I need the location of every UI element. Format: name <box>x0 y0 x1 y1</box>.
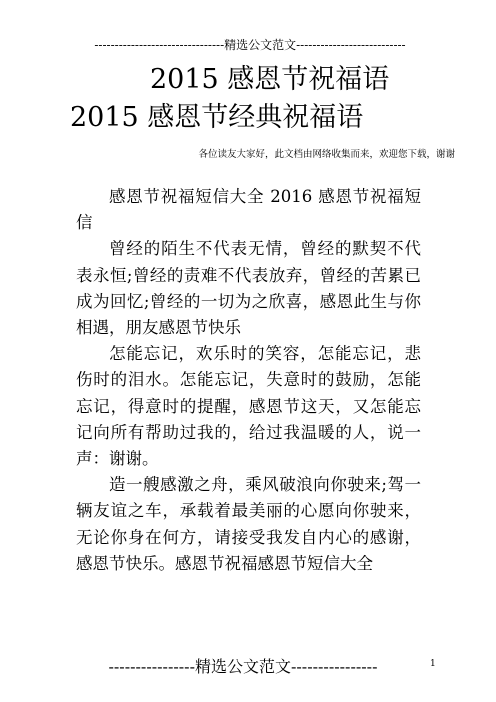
body-paragraph: 曾经的陌生不代表无情，曾经的默契不代表永恒;曾经的责难不代表放弃，曾经的苦累已成为回忆;曾经的一切为之欣喜，感恩此生与你相遇，朋友感恩节快乐 <box>76 239 421 338</box>
body-paragraph: 感恩节祝福短信大全 2016 感恩节祝福短信 <box>76 187 421 233</box>
page-footer: ----------------精选公文范文---------------- <box>108 657 378 676</box>
body-paragraph: 怎能忘记，欢乐时的笑容，怎能忘记，悲伤时的泪水。怎能忘记，失意时的鼓励，怎能忘记，得意时的提醒，感恩节这天，又怎能忘记向所有帮助过我的，给过我温暖的人，说一声：谢谢。 <box>76 344 421 469</box>
document-title-line-1: 2015 感恩节祝福语 <box>150 64 390 95</box>
page-number: 1 <box>430 659 436 669</box>
body-paragraph: 造一艘感激之舟，乘风破浪向你驶来;驾一辆友谊之车，承载着最美丽的心愿向你驶来，无论你身在何方，请接受我发自内心的感谢，感恩节快乐。感恩节祝福感恩节短信大全 <box>76 475 421 573</box>
document-body <box>76 184 421 577</box>
document-subtitle: 各位读友大家好，此文档由网络收集而来，欢迎您下载，谢谢 <box>198 149 455 160</box>
page-header: --------------------------------精选公文范文--------------------------- <box>94 38 406 52</box>
document-title-line-2: 2015 感恩节经典祝福语 <box>70 102 364 133</box>
